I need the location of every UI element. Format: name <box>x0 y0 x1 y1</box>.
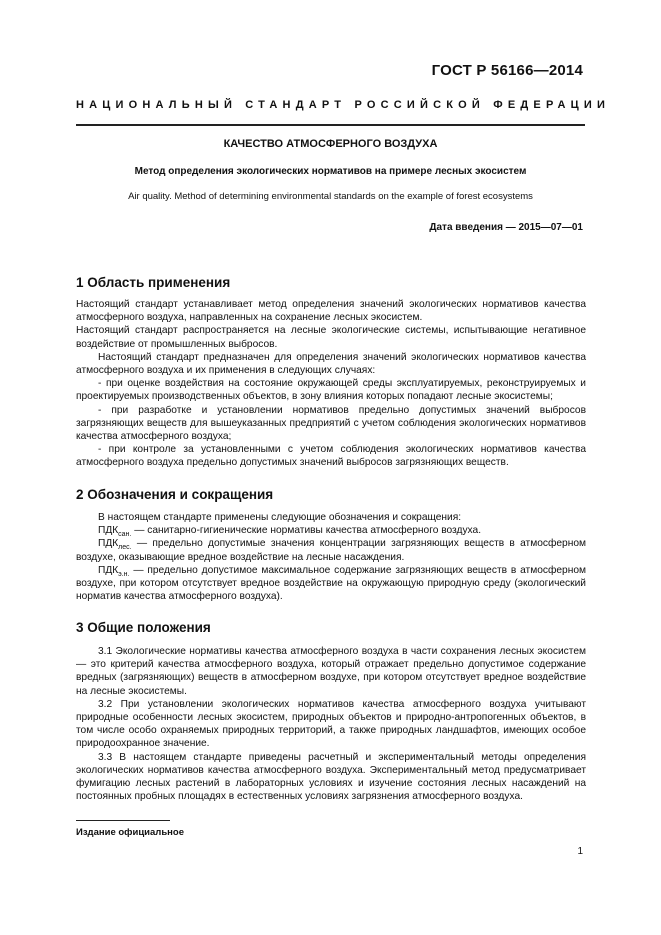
document-subtitle: Метод определения экологических нормативов на примере лесных экосистем <box>134 166 527 177</box>
introduction-date: Дата введения — 2015—07—01 <box>429 222 583 233</box>
english-title: Air quality. Method of determining environmental standards on the example of forest ecosystems <box>128 191 533 202</box>
bullet-text: - при разработке и установлении нормативов предельно допустимых значений выбросов загрязняющих веществ для вышеуказанных предприятий с учетом соблюдения экологических нормативов качества атмосферного воздуха; <box>76 404 586 443</box>
bullet-text: - при оценке воздействия на состояние окружающей среды эксплуатируемых, реконструируемых и проектируемых производственных объектов, в зону влияния которых попадают лесные экосистемы; <box>76 378 586 403</box>
paragraph-text: 3.1 Экологические нормативы качества атмосферного воздуха в части сохранения лесных экосистем — это критерий качества атмосферного воздуха, который отражает предельно допустимое содержание вредных (загрязняющих) веществ в атмосферном воздухе, при котором отсутствует вредное воздействие на лесные экосистемы. <box>76 646 586 697</box>
abbreviation-subscript: лес. <box>118 544 132 552</box>
paragraph-text: Настоящий стандарт устанавливает метод определения значений экологических нормативов качества атмосферного воздуха, направленных на сохранение лесных экосистем. <box>76 299 586 324</box>
section-1-paragraph-3 <box>76 351 586 377</box>
section-1-bullet-3 <box>76 443 586 469</box>
paragraph-text: 3.2 При установлении экологических нормативов качества атмосферного воздуха учитывают природные особенности лесных экосистем, природных объектов и природно-антропогенных объектов, в том числе особо охраняемых природных территорий, а также природных ландшафтов, имеющих особое природоохранное значение. <box>76 698 586 750</box>
definition-text: — санитарно-гигиенические нормативы качества атмосферного воздуха. <box>131 525 482 537</box>
abbreviation: ПДК <box>98 525 119 537</box>
paragraph-text: Настоящий стандарт предназначен для определения значений экологических нормативов качества атмосферного воздуха и их применения в следующих случаях: <box>76 351 586 377</box>
section-3-body <box>76 645 586 803</box>
section-3-paragraph-3 <box>76 751 586 804</box>
page-number: 1 <box>577 846 583 857</box>
section-2-heading: 2 Обозначения и сокращения <box>76 487 274 502</box>
document-number: ГОСТ Р 56166—2014 <box>431 62 583 79</box>
official-edition-label: Издание официальное <box>76 827 184 838</box>
section-1-paragraph-1 <box>76 298 586 324</box>
definition-pdk-en <box>76 564 586 604</box>
abbreviation-subscript: э.н. <box>118 570 130 578</box>
section-3-paragraph-1 <box>76 645 586 698</box>
paragraph-text: 3.3 В настоящем стандарте приведены расчетный и экспериментальный методы определения экологических нормативов качества атмосферного воздуха. Экспериментальный метод предусматривает фумигацию лесных растений в лабораторных условиях и изучение состояния лесных насаждений на постоянных пробных площадях в естественных условиях загрязнения атмосферного воздуха. <box>76 751 586 803</box>
section-1-bullet-1 <box>76 377 586 403</box>
paragraph-text: В настоящем стандарте применены следующие обозначения и сокращения: <box>98 512 462 523</box>
document-title: КАЧЕСТВО АТМОСФЕРНОГО ВОЗДУХА <box>223 138 438 150</box>
section-3-heading: 3 Общие положения <box>76 620 211 635</box>
section-1-paragraph-2 <box>76 324 586 350</box>
header-rule <box>76 124 585 126</box>
bullet-text: - при контроле за установленными с учетом соблюдения экологических нормативов качества атмосферного воздуха предельно допустимых значений выбросов загрязняющих веществ. <box>76 444 586 469</box>
national-standard-banner: НАЦИОНАЛЬНЫЙ СТАНДАРТ РОССИЙСКОЙ ФЕДЕРАЦИИ <box>76 99 611 111</box>
abbreviation: ПДК <box>98 564 119 576</box>
definition-pdk-san <box>76 524 586 537</box>
definition-text: — предельно допустимые значения концентрации загрязняющих веществ в атмосферном воздухе, оказывающие вредное воздействие на лесные насаждения. <box>76 538 586 563</box>
section-1-heading: 1 Область применения <box>76 275 231 290</box>
definition-pdk-les <box>76 537 586 563</box>
definition-text: — предельно допустимое максимальное содержание загрязняющих веществ в атмосферном воздухе, при котором отсутствует вредное воздействие на окружающую природную среду (экологический норматив качества атмосферного воздуха). <box>76 564 586 603</box>
section-1-bullet-2 <box>76 404 586 444</box>
abbreviation: ПДК <box>98 538 119 550</box>
section-2-body <box>76 511 586 603</box>
section-3-paragraph-2 <box>76 698 586 751</box>
section-1-body <box>76 298 586 470</box>
abbreviation-subscript: сан. <box>118 531 132 539</box>
footer-rule <box>76 820 170 821</box>
paragraph-text: Настоящий стандарт распространяется на лесные экологические системы, испытывающие негативное воздействие от промышленных выбросов. <box>76 325 586 350</box>
section-2-intro <box>76 511 586 524</box>
